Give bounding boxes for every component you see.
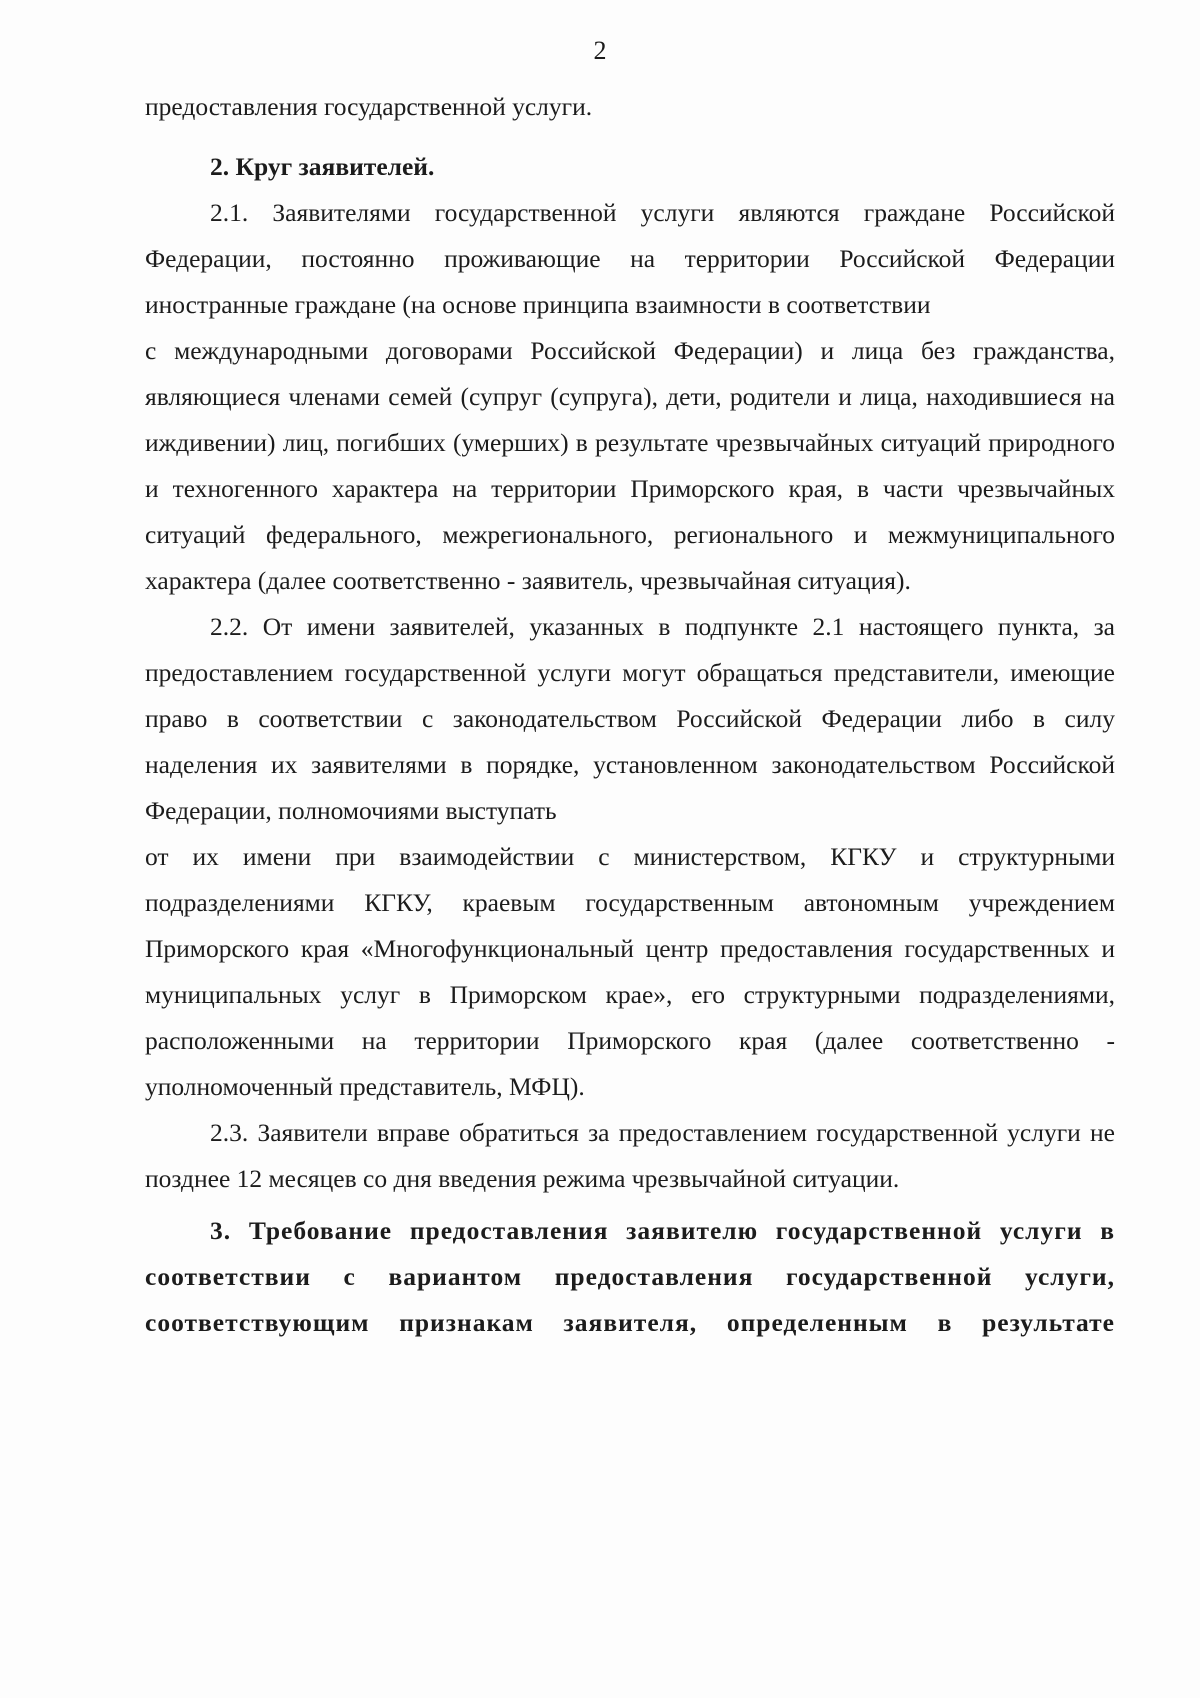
document-body xyxy=(145,84,1115,1346)
page-number: 2 xyxy=(593,36,607,65)
paragraph-2-3: 2.3. Заявители вправе обратиться за предоставлением государственной услуги не позднее 12 месяцев со дня введения режима чрезвычайной ситуации. xyxy=(145,1118,1115,1193)
paragraph-2-1-part-2: с международными договорами Российской Федерации) и лица без гражданства, являющиеся членами семей (супруг (супруга), дети, родители и лица, находившиеся на иждивении) лиц, погибших (умерших) в результате чрезвычайных ситуаций природного и техногенного характера на территории Приморского края, в части чрезвычайных ситуаций федерального, межрегионального, регионального и межмуниципального характера (далее соответственно - заявитель, чрезвычайная ситуация). xyxy=(145,336,1115,595)
paragraph-2-2-part-2: от их имени при взаимодействии с министерством, КГКУ и структурными подразделениями КГКУ, краевым государственным автономным учреждением Приморского края «Многофункциональный центр предоставления государственных и муниципальных услуг в Приморском крае», его структурными подразделениями, расположенными на территории Приморского края (далее соответственно - уполномоченный представитель, МФЦ). xyxy=(145,842,1115,1101)
section-heading-2: 2. Круг заявителей. xyxy=(210,152,435,181)
paragraph-2-2-part-1: 2.2. От имени заявителей, указанных в подпункте 2.1 настоящего пункта, за предоставлением государственной услуги могут обращаться представители, имеющие право в соответствии с законодательством Российской Федерации либо в силу наделения их заявителями в порядке, установленном законодательством Российской Федерации, полномочиями выступать xyxy=(145,612,1115,825)
section-heading-3: 3. Требование предоставления заявителю государственной услуги в соответствии с вариантом предоставления государственной услуги, соответствующим признакам заявителя, определенным в результате xyxy=(145,1216,1115,1337)
paragraph-continuation: предоставления государственной услуги. xyxy=(145,92,593,121)
paragraph-2-1-part-1: 2.1. Заявителями государственной услуги являются граждане Российской Федерации, постоянно проживающие на территории Российской Федерации иностранные граждане (на основе принципа взаимности в соответствии xyxy=(145,198,1115,319)
